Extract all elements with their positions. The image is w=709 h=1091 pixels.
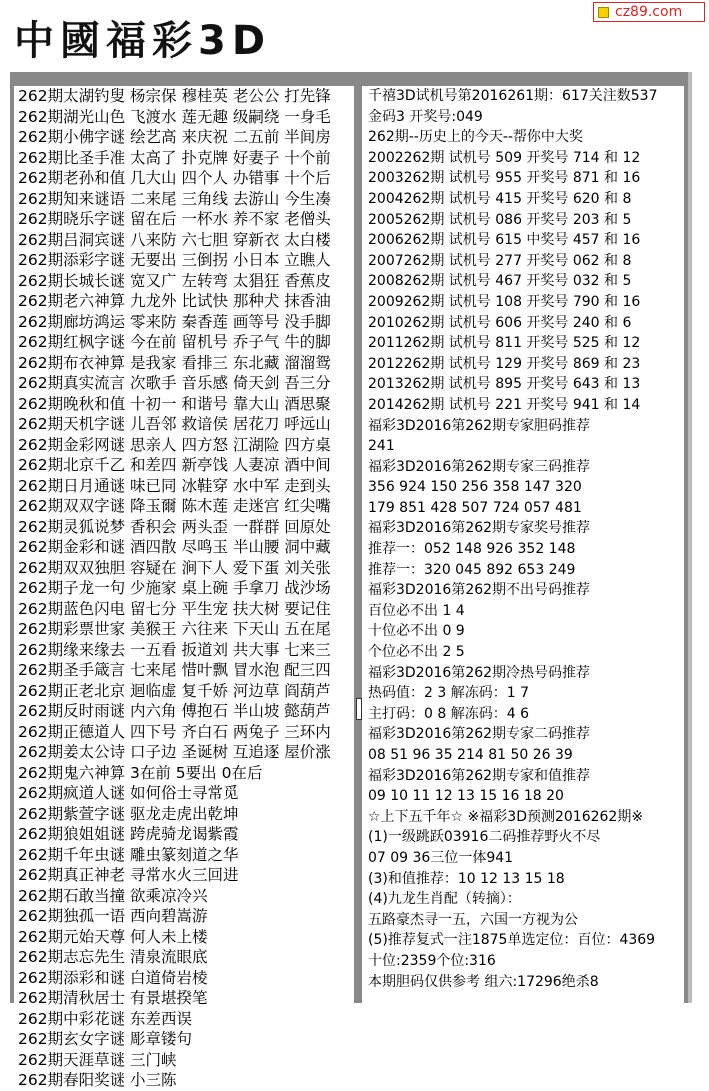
list-item: 262期双双独胆 容疑在 涧下人 爱下蛋 刘关张	[18, 558, 331, 577]
left-column	[14, 86, 354, 1089]
list-item: 262期蓝色闪电 留七分 平生宠 扶大树 要记住	[18, 599, 331, 618]
list-item: 主打码：0 8 解冻码：4 6	[368, 705, 529, 722]
list-item: 07 09 36三位一体941	[368, 849, 514, 866]
list-item: 五路豪杰寻一五，六国一方视为公	[368, 911, 578, 928]
list-item: 262期元始天尊 何人未上楼	[18, 927, 208, 946]
site-logo-icon	[598, 7, 609, 18]
list-item: 福彩3D2016第262期专家和值推荐	[368, 767, 591, 784]
list-item: 09 10 11 12 13 15 16 18 20	[368, 788, 564, 805]
list-item: 2005262期 试机号 086 开奖号 203 和 5	[368, 211, 632, 228]
list-item: 262期紫萱字谜 驱龙走虎出乾坤	[18, 804, 239, 823]
list-item: 262期鬼六神算 3在前 5要出 0在后	[18, 763, 263, 782]
list-item: 262期志忘先生 清泉流眼底	[18, 948, 208, 966]
list-item: 推荐一：320 045 892 653 249	[368, 561, 576, 578]
list-item: 262期长城长谜 宽又广 左转弯 太猖狂 香蕉皮	[18, 271, 331, 290]
right-column	[362, 86, 684, 1003]
list-item: 262期清秋居士 有景堪揆笔	[18, 989, 208, 1007]
list-item: (5)推荐复式一注1875单选定位：百位：4369	[368, 932, 656, 949]
list-item: 262期添彩和谜 白道倚岩棱	[18, 968, 208, 987]
list-item: 福彩3D2016第262期专家胆码推荐	[368, 417, 591, 434]
list-item: 262期真正神老 寻常水火三回进	[18, 866, 239, 884]
list-item: 262期玄女字谜 彫章镂句	[18, 1030, 193, 1048]
list-item: 千禧3D试机号第2016261期：617关注数537	[368, 88, 658, 104]
list-item: 262期布衣神算 是我家 看排三 东北藏 溜溜鸳	[18, 353, 331, 372]
list-item: 2012262期 试机号 129 开奖号 869 和 23	[368, 355, 641, 372]
list-item: 福彩3D2016第262期专家二码推荐	[368, 726, 591, 743]
list-item: 262期廊坊鸿运 零来防 秦香莲 画等号 没手脚	[18, 312, 331, 331]
list-item: 262期添彩字谜 无要出 三倒拐 小日本 立瞧人	[18, 251, 331, 269]
list-item: ☆上下五千年☆ ※福彩3D预测2016262期※	[368, 808, 644, 825]
list-item: 262期独孤一语 西向碧嵩游	[18, 907, 208, 925]
list-item: 262期正老北京 迴临虚 复千娇 河边草 阎葫芦	[18, 681, 331, 700]
list-item: 262期彩票世家 美猴王 六往来 下天山 五在尾	[18, 620, 331, 638]
list-item: 本期胆码仅供参考 组六:17296绝杀8	[368, 973, 599, 990]
list-item: 262期狼姐姐谜 跨虎骑龙谒紫霞	[18, 825, 239, 843]
list-item: 2008262期 试机号 467 开奖号 032 和 5	[368, 273, 632, 290]
list-item: 2011262期 试机号 811 开奖号 525 和 12	[368, 335, 641, 352]
list-item: (3)和值推荐：10 12 13 15 18	[368, 870, 565, 887]
list-item: 179 851 428 507 724 057 481	[368, 499, 582, 516]
list-item: 262期晓乐字谜 留在后 一杯水 养不家 老僧头	[18, 210, 331, 228]
list-item: 2007262期 试机号 277 开奖号 062 和 8	[368, 252, 632, 269]
list-item: 262期姜太公诗 口子边 圣诞树 互追逐 屋价涨	[18, 743, 331, 761]
list-item: (4)九龙生肖配（转摘）：	[368, 891, 521, 908]
list-item: 个位必不出 2 5	[368, 644, 465, 661]
list-item: 262期千年虫谜 雕虫篆刻道之华	[18, 845, 239, 864]
list-item: 08 51 96 35 214 81 50 26 39	[368, 747, 573, 763]
list-item: 262期真实流言 次歌手 音乐感 倚天剑 吾三分	[18, 374, 331, 392]
list-item: 热码值：2 3 解冻码：1 7	[368, 685, 529, 702]
list-item: 262期老孙和值 几大山 四个人 办错事 十个后	[18, 169, 331, 187]
list-item: 262期石敢当撞 欲乘凉冷兴	[18, 886, 208, 905]
list-item: 262期天机字谜 儿吾邻 救谙侯 居花刀 呼远山	[18, 415, 331, 433]
list-item: 2013262期 试机号 895 开奖号 643 和 13	[368, 376, 641, 393]
list-item: 262期太湖钓叟 杨宗保 穆桂英 老公公 打先锋	[18, 87, 331, 105]
list-item: 2006262期 试机号 615 中奖号 457 和 16	[368, 232, 641, 249]
list-item: 262期--历史上的今天--帮你中大奖	[368, 129, 583, 146]
list-item: 2004262期 试机号 415 开奖号 620 和 8	[368, 190, 632, 207]
list-item: 262期子龙一句 少施家 桌上碗 手拿刀 战沙场	[18, 579, 331, 597]
list-item: 241	[368, 438, 395, 455]
site-badge-text: cz89.com	[615, 4, 683, 20]
list-item: 262期灵狐说梦 香积会 两头歪 一群群 回原处	[18, 517, 331, 536]
list-item: 262期中彩花谜 东差西误	[18, 1009, 193, 1028]
list-item: 福彩3D2016第262期专家奖号推荐	[368, 520, 591, 537]
list-item: 推荐一：052 148 926 352 148	[368, 541, 576, 558]
list-item: 福彩3D2016第262期专家三码推荐	[368, 458, 591, 475]
list-item: 262期知来谜语 二来尾 三角线 去游山 今生凑	[18, 189, 331, 208]
list-item: (1)一级跳跃03916二码推荐野火不尽	[368, 829, 601, 846]
list-item: 262期正德道人 四下号 齐白石 两兔子 三环内	[18, 722, 331, 741]
list-item: 262期疯道人谜 如何俗士寻常觅	[18, 784, 239, 802]
list-item: 金码3 开奖号:049	[368, 108, 483, 125]
list-item: 2010262期 试机号 606 开奖号 240 和 6	[368, 314, 632, 331]
list-item: 262期红枫字谜 今在前 留机号 乔子气 牛的脚	[18, 333, 331, 351]
list-item: 百位必不出 1 4	[368, 602, 465, 619]
list-item: 十位必不出 0 9	[368, 623, 465, 640]
list-item: 262期金彩和谜 酒四散 尽鸣玉 半山腰 洞中藏	[18, 538, 331, 556]
list-item: 262期小佛字谜 绘艺高 来庆祝 二五前 半间房	[18, 128, 331, 146]
scrollbar[interactable]	[688, 72, 692, 1003]
list-item: 262期湖光山色 飞渡水 莲无趣 级嗣绕 一身毛	[18, 107, 331, 126]
list-item: 262期反时雨谜 内六角 傅抱石 半山坡 懿葫芦	[18, 702, 331, 720]
list-item: 262期圣手箴言 七来尾 惜叶飘 冒水泡 配三四	[18, 661, 331, 679]
list-item: 262期春阳奖谜 小三陈	[18, 1071, 177, 1089]
list-item: 262期老六神算 九龙外 比试快 那种犬 抹香油	[18, 292, 331, 310]
list-item: 356 924 150 256 358 147 320	[368, 479, 582, 496]
list-item: 262期比圣手准 太高了 扑克牌 好妻子 十个前	[18, 148, 331, 167]
page-title: 中國福彩3D	[14, 18, 272, 64]
list-item: 十位:2359个位:316	[368, 952, 496, 969]
list-item: 2009262期 试机号 108 开奖号 790 和 16	[368, 293, 641, 310]
list-item: 2003262期 试机号 955 开奖号 871 和 16	[368, 170, 641, 187]
list-item: 福彩3D2016第262期冷热号码推荐	[368, 664, 591, 681]
list-item: 262期双双字谜 降玉爾 陈木莲 走迷宫 红尖嘴	[18, 497, 331, 515]
list-item: 2014262期 试机号 221 开奖号 941 和 14	[368, 396, 641, 413]
list-item: 262期北京千乙 和差四 新亭饯 人妻凉 酒中间	[18, 456, 331, 474]
list-item: 2002262期 试机号 509 开奖号 714 和 12	[368, 149, 641, 166]
list-item: 262期金彩网谜 思亲人 四方怒 江湖险 四方桌	[18, 435, 331, 454]
list-item: 262期天涯草谜 三门峡	[18, 1050, 177, 1069]
list-item: 262期日月通谜 味已同 冰鞋穿 水中军 走到头	[18, 476, 331, 495]
list-item: 262期吕洞宾谜 八来防 六七胆 穿新衣 太白楼	[18, 230, 331, 249]
list-item: 262期缘来缘去 一五看 扳道刘 共大事 七来三	[18, 640, 331, 659]
site-badge[interactable]	[593, 2, 705, 22]
list-item: 262期晚秋和值 十初一 和谐号 靠大山 酒思聚	[18, 394, 331, 413]
list-item: 福彩3D2016第262期不出号码推荐	[368, 582, 591, 599]
